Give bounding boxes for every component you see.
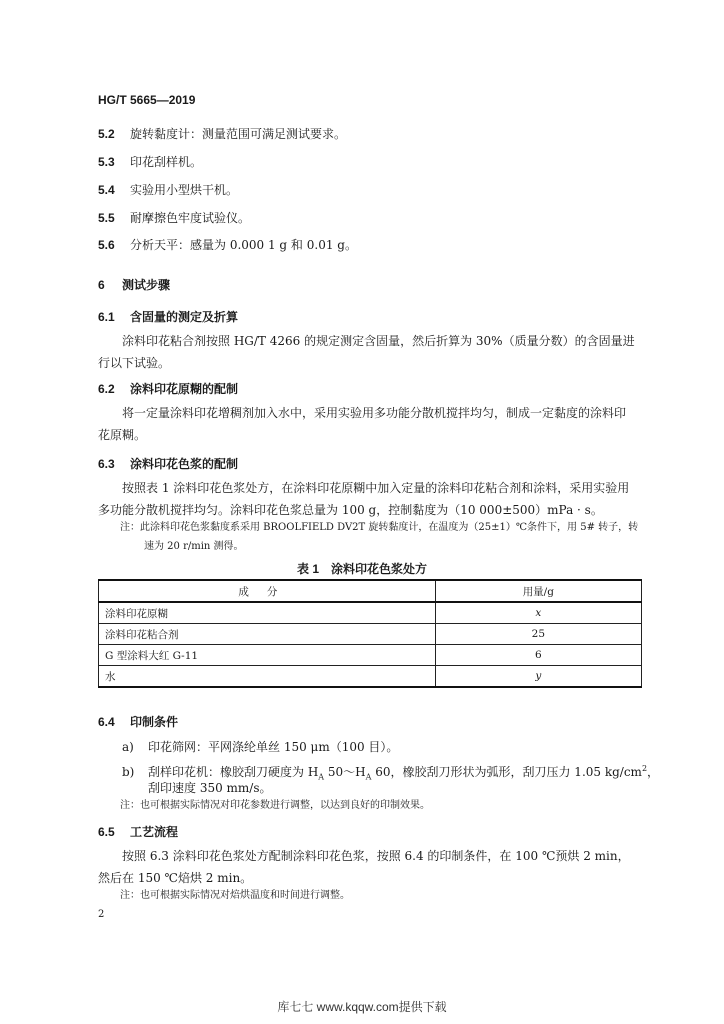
section-title: 工艺流程 [130, 825, 179, 839]
section-6-2-paragraph: 将一定量涂料印花增稠剂加入水中，采用实验用多功能分散机搅拌均匀，制成一定黏度的涂料印花原糊。 [98, 406, 627, 442]
list-text: 50～H [324, 765, 366, 779]
amount-cell: x [435, 602, 641, 624]
item-text: 旋转黏度计：测量范围可满足测试要求。 [130, 127, 347, 141]
section-6-5-heading [98, 823, 178, 840]
list-label: a) [122, 740, 134, 754]
section-6-1-heading [98, 308, 238, 325]
section-6-3-heading [98, 455, 238, 472]
list-text: 刮样印花机：橡胶刮刀硬度为 H [148, 765, 319, 779]
amount-cell: 25 [435, 624, 641, 645]
table-row [99, 645, 642, 666]
item-text: 耐摩擦色牢度试验仪。 [130, 211, 251, 225]
item-5-6 [98, 236, 357, 253]
doc-code-header: HG/T 5665—2019 [98, 93, 196, 107]
item-5-4 [98, 181, 238, 198]
section-number: 6.2 [98, 382, 115, 396]
table-row [99, 602, 642, 624]
section-6-4-note: 注：也可根据实际情况对印花参数进行调整，以达到良好的印制效果。 [120, 800, 430, 811]
item-5-2 [98, 125, 346, 142]
column-header-component: 成分 [99, 580, 436, 602]
item-5-3 [98, 153, 202, 170]
list-item-b-continuation: 刮印速度 350 mm/s。 [148, 781, 272, 795]
column-header-amount: 用量/g [435, 580, 641, 602]
component-cell: 涂料印花原糊 [99, 602, 436, 624]
section-title: 印制条件 [130, 715, 179, 729]
section-6-heading [98, 276, 170, 293]
item-text: 分析天平：感量为 0.000 1 g 和 0.01 g。 [130, 238, 357, 252]
component-cell: 涂料印花粘合剂 [99, 624, 436, 645]
subscript: A [318, 772, 325, 782]
section-title: 涂料印花色浆的配制 [130, 457, 239, 471]
section-title: 测试步骤 [122, 278, 171, 292]
page-number: 2 [98, 909, 105, 920]
section-6-2-heading [98, 380, 238, 397]
download-footer: 库七七 www.kqqw.com提供下载 [277, 1000, 447, 1014]
item-5-5 [98, 209, 250, 226]
superscript: 2 [641, 764, 648, 773]
section-title: 含固量的测定及折算 [130, 310, 239, 324]
recipe-table [98, 579, 642, 688]
item-number: 5.4 [98, 183, 115, 197]
list-item-a [122, 737, 398, 757]
section-6-1-paragraph: 涂料印花粘合剂按照 HG/T 4266 的规定测定含固量，然后折算为 30%（质量分数）的含固量进行以下试验。 [98, 334, 635, 370]
component-cell: G 型涂料大红 G-11 [99, 645, 436, 666]
table-header-row [99, 580, 642, 602]
section-number: 6.3 [98, 457, 115, 471]
item-text: 实验用小型烘干机。 [130, 183, 239, 197]
section-number: 6.5 [98, 825, 115, 839]
item-number: 5.6 [98, 238, 115, 252]
section-6-3-paragraph: 按照表 1 涂料印花色浆处方，在涂料印花原糊中加入定量的涂料印花粘合剂和涂料，采用实验用多功能分散机搅拌均匀。涂料印花色浆总量为 100 g，控制黏度为（10 000±500）mPa · s。 [98, 481, 630, 517]
section-6-5-note: 注：也可根据实际情况对焙烘温度和时间进行调整。 [120, 890, 350, 901]
table-1-title: 表 1 涂料印花色浆处方 [296, 562, 427, 576]
section-6-4-heading [98, 713, 178, 730]
item-number: 5.2 [98, 127, 115, 141]
list-text: 60，橡胶刮刀形状为弧形，刮刀压力 1.05 kg/cm [371, 765, 642, 779]
section-number: 6.4 [98, 715, 115, 729]
item-number: 5.5 [98, 211, 115, 225]
section-title: 涂料印花原糊的配制 [130, 382, 239, 396]
table-row [99, 666, 642, 688]
section-number: 6 [98, 278, 105, 292]
list-text: ， [647, 765, 660, 779]
item-text: 印花刮样机。 [130, 155, 203, 169]
section-number: 6.1 [98, 310, 115, 324]
section-6-3-note: 注：此涂料印花色浆黏度系采用 BROOLFIELD DV2T 旋转黏度计，在温度为（25±1）℃条件下，用 5# 转子，转速为 20 r/min 测得。 [120, 522, 639, 552]
subscript: A [365, 772, 372, 782]
section-6-5-paragraph: 按照 6.3 涂料印花色浆处方配制涂料印花色浆，按照 6.4 的印制条件，在 100 ℃预烘 2 min，然后在 150 ℃焙烘 2 min。 [98, 849, 630, 885]
table-row [99, 624, 642, 645]
component-cell: 水 [99, 666, 436, 688]
amount-cell: 6 [435, 645, 641, 666]
item-number: 5.3 [98, 155, 115, 169]
amount-cell: y [435, 666, 641, 688]
list-text: 印花筛网：平网涤纶单丝 150 μm（100 目）。 [148, 740, 399, 754]
list-label: b) [122, 765, 135, 779]
